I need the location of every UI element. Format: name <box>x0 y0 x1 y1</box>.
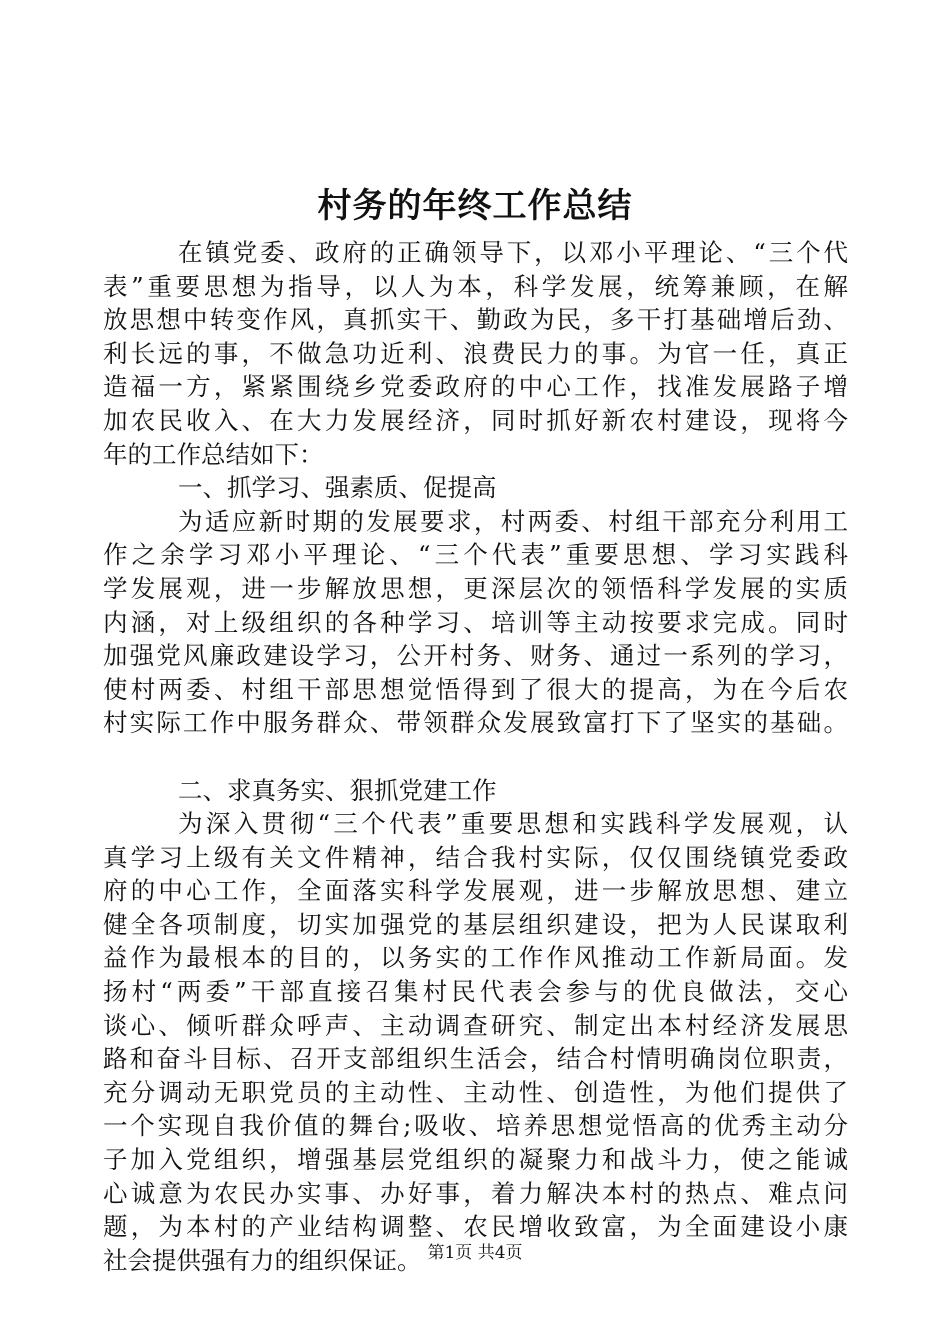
document-body <box>103 236 848 1277</box>
paragraph-line: 加强党风廉政建设学习，公开村务、财务、通过一系列的学习， <box>103 641 848 671</box>
paragraph-line: 真学习上级有关文件精神，结合我村实际，仅仅围绕镇党委政 <box>103 842 848 872</box>
paragraph-line: 社会提供强有力的组织保证。 <box>103 1245 422 1275</box>
section-heading-2: 二、求真务实、狠抓党建工作 <box>178 775 497 805</box>
blank-line <box>103 740 848 774</box>
paragraph-line: 学发展观，进一步解放思想，更深层次的领悟科学发展的实质 <box>103 573 848 603</box>
intro-paragraph <box>103 236 848 471</box>
paragraph-line: 作之余学习邓小平理论、“三个代表”重要思想、学习实践科 <box>103 540 848 570</box>
paragraph-line: 放思想中转变作风，真抓实干、勤政为民，多干打基础增后劲、 <box>103 305 848 335</box>
page-number-footer: 第1页 共4页 <box>427 1243 523 1263</box>
paragraph-line: 子加入党组织，增强基层党组织的凝聚力和战斗力，使之能诚 <box>103 1145 848 1175</box>
paragraph-line: 造福一方，紧紧围绕乡党委政府的中心工作，找准发展路子增 <box>103 372 848 402</box>
paragraph-line: 一个实现自我价值的舞台;吸收、培养思想觉悟高的优秀主动分 <box>103 1111 848 1141</box>
paragraph-line: 健全各项制度，切实加强党的基层组织建设，把为人民谋取利 <box>103 909 848 939</box>
section-1-paragraph <box>103 505 848 740</box>
document-title: 村务的年终工作总结 <box>317 186 633 226</box>
paragraph-line: 为适应新时期的发展要求，村两委、村组干部充分利用工 <box>178 506 848 536</box>
section-heading-1: 一、抓学习、强素质、促提高 <box>178 473 497 503</box>
paragraph-line: 表”重要思想为指导，以人为本，科学发展，统筹兼顾，在解 <box>103 271 848 301</box>
paragraph-line: 心诚意为农民办实事、办好事，着力解决本村的热点、难点问 <box>103 1178 848 1208</box>
paragraph-line: 使村两委、村组干部思想觉悟得到了很大的提高，为在今后农 <box>103 674 848 704</box>
paragraph-line: 益作为最根本的目的，以务实的工作作风推动工作新局面。发 <box>103 943 848 973</box>
paragraph-line: 在镇党委、政府的正确领导下，以邓小平理论、“三个代 <box>178 238 848 267</box>
paragraph-line: 题，为本村的产业结构调整、农民增收致富，为全面建设小康 <box>103 1212 848 1242</box>
paragraph-line: 内涵，对上级组织的各种学习、培训等主动按要求完成。同时 <box>103 607 848 637</box>
paragraph-line: 府的中心工作，全面落实科学发展观，进一步解放思想、建立 <box>103 876 848 906</box>
paragraph-line: 年的工作总结如下： <box>103 439 324 469</box>
paragraph-line: 谈心、倾听群众呼声、主动调查研究、制定出本村经济发展思 <box>103 1010 848 1040</box>
paragraph-line: 为深入贯彻“三个代表”重要思想和实践科学发展观，认 <box>178 809 848 839</box>
paragraph-line: 充分调动无职党员的主动性、主动性、创造性，为他们提供了 <box>103 1077 848 1107</box>
paragraph-line: 村实际工作中服务群众、带领群众发展致富打下了坚实的基础。 <box>103 708 848 738</box>
paragraph-line: 利长远的事，不做急功近利、浪费民力的事。为官一任，真正 <box>103 338 848 368</box>
section-2-paragraph <box>103 807 848 1277</box>
paragraph-line: 扬村“两委”干部直接召集村民代表会参与的优良做法，交心 <box>103 977 848 1007</box>
paragraph-line: 路和奋斗目标、召开支部组织生活会，结合村情明确岗位职责， <box>103 1044 848 1074</box>
paragraph-line: 加农民收入、在大力发展经济，同时抓好新农村建设，现将今 <box>103 405 848 435</box>
